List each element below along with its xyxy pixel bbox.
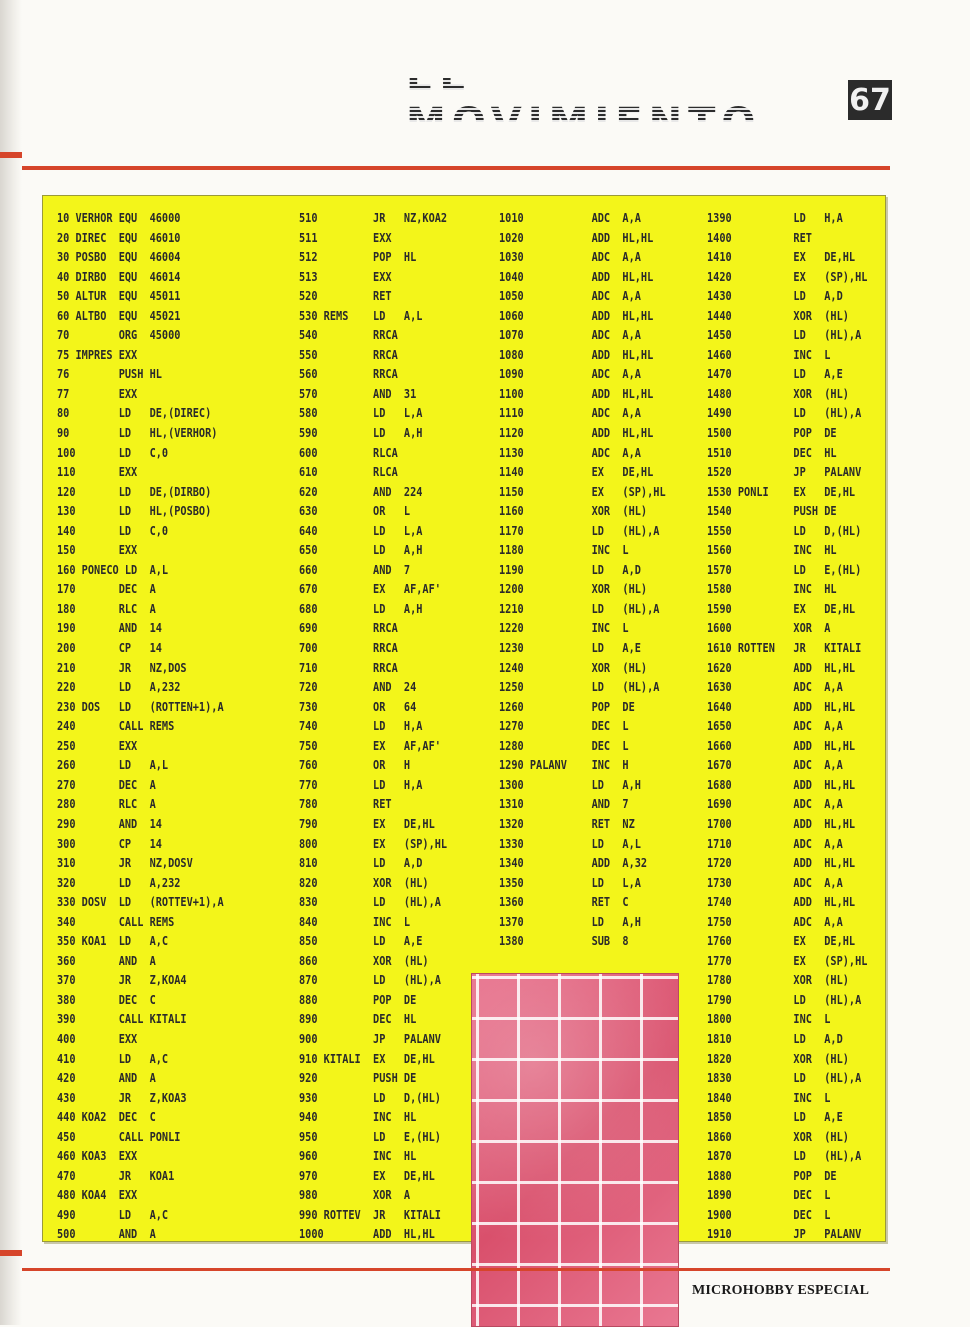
code-line: 520 RET [299, 288, 392, 304]
code-line: 1280 DEC L [499, 737, 629, 753]
code-line: 1310 AND 7 [499, 796, 629, 812]
code-line: 50 ALTUR EQU 45011 [57, 288, 181, 304]
top-rule [22, 166, 890, 170]
code-line: 1260 POP DE [499, 698, 635, 714]
code-line: 770 LD H,A [299, 776, 423, 792]
code-listing-panel [42, 195, 886, 1242]
code-line: 750 EX AF,AF' [299, 737, 441, 753]
code-line: 1600 XOR A [707, 620, 831, 636]
code-line: 1700 ADD HL,HL [707, 815, 856, 831]
code-line: 1140 EX DE,HL [499, 464, 654, 480]
code-line: 170 DEC A [57, 581, 156, 597]
listing-column-3 [499, 208, 702, 951]
code-line: 512 POP HL [299, 249, 417, 265]
code-line: 1410 EX DE,HL [707, 249, 856, 265]
code-line: 900 JP PALANV [299, 1030, 441, 1046]
code-line: 460 KOA3 EXX [57, 1148, 138, 1164]
code-line: 760 OR H [299, 757, 411, 773]
code-line: 1510 DEC HL [707, 444, 837, 460]
code-line: 1710 ADC A,A [707, 835, 843, 851]
code-line: 440 KOA2 DEC C [57, 1109, 156, 1125]
code-line: 1200 XOR (HL) [499, 581, 648, 597]
code-line: 820 XOR (HL) [299, 874, 429, 890]
code-line: 1270 DEC L [499, 718, 629, 734]
code-line: 1760 EX DE,HL [707, 933, 856, 949]
code-line: 240 CALL REMS [57, 718, 175, 734]
code-line: 1500 POP DE [707, 425, 837, 441]
code-line: 1320 RET NZ [499, 815, 635, 831]
code-line: 1010 ADC A,A [499, 210, 641, 225]
code-line: 420 AND A [57, 1070, 156, 1086]
code-line: 890 DEC HL [299, 1011, 417, 1027]
code-line: 1840 INC L [707, 1089, 831, 1105]
code-line: 670 EX AF,AF' [299, 581, 441, 597]
code-line: 1530 PONLI EX DE,HL [707, 483, 856, 499]
code-line: 730 OR 64 [299, 698, 417, 714]
code-line: 1590 EX DE,HL [707, 600, 856, 616]
code-line: 1890 DEC L [707, 1187, 831, 1203]
code-line: 1430 LD A,D [707, 288, 843, 304]
listing-column-4 [707, 208, 903, 1244]
code-line: 680 LD A,H [299, 600, 423, 616]
code-line: 1520 JP PALANV [707, 464, 862, 480]
code-line: 1860 XOR (HL) [707, 1128, 849, 1144]
code-line: 560 RRCA [299, 366, 398, 382]
code-line: 150 EXX [57, 542, 138, 558]
code-line: 1630 ADC A,A [707, 679, 843, 695]
code-line: 830 LD (HL),A [299, 894, 441, 910]
code-line: 290 AND 14 [57, 815, 162, 831]
code-line: 660 AND 7 [299, 561, 411, 577]
code-line: 880 POP DE [299, 991, 417, 1007]
code-line: 1740 ADD HL,HL [707, 894, 856, 910]
code-line: 1480 XOR (HL) [707, 385, 849, 401]
code-line: 20 DIREC EQU 46010 [57, 229, 181, 245]
gutter-accent-mark [0, 1250, 22, 1256]
code-line: 510 JR NZ,KOA2 [299, 210, 448, 225]
code-line: 530 REMS LD A,L [299, 307, 423, 323]
code-line: 610 RLCA [299, 464, 398, 480]
code-line: 570 AND 31 [299, 385, 417, 401]
code-line: 1100 ADD HL,HL [499, 385, 654, 401]
code-line: 1300 LD A,H [499, 776, 641, 792]
code-line: 110 EXX [57, 464, 138, 480]
code-line: 1900 DEC L [707, 1206, 831, 1222]
code-line: 1580 INC HL [707, 581, 837, 597]
code-line: 1050 ADC A,A [499, 288, 641, 304]
code-line: 70 ORG 45000 [57, 327, 181, 343]
code-line: 500 AND A [57, 1226, 156, 1242]
publication-footer: MICROHOBBY ESPECIAL [692, 1283, 870, 1298]
code-line: 280 RLC A [57, 796, 156, 812]
code-line: 480 KOA4 EXX [57, 1187, 138, 1203]
code-line: 1380 SUB 8 [499, 933, 629, 949]
code-line: 100 LD C,0 [57, 444, 169, 460]
code-line: 1020 ADD HL,HL [499, 229, 654, 245]
code-line: 940 INC HL [299, 1109, 417, 1125]
code-line: 620 AND 224 [299, 483, 423, 499]
page-gutter [0, 0, 22, 1325]
code-line: 370 JR Z,KOA4 [57, 972, 187, 988]
code-line: 810 LD A,D [299, 855, 423, 871]
code-line: 1350 LD L,A [499, 874, 641, 890]
code-line: 1720 ADD HL,HL [707, 855, 856, 871]
code-line: 840 INC L [299, 913, 411, 929]
code-line: 1030 ADC A,A [499, 249, 641, 265]
code-line: 1180 INC L [499, 542, 629, 558]
code-line: 1810 LD A,D [707, 1030, 843, 1046]
code-line: 1540 PUSH DE [707, 503, 837, 519]
code-line: 310 JR NZ,DOSV [57, 855, 193, 871]
code-line: 1360 RET C [499, 894, 629, 910]
code-line: 90 LD HL,(VERHOR) [57, 425, 218, 441]
code-line: 1650 ADC A,A [707, 718, 843, 734]
code-line: 1090 ADC A,A [499, 366, 641, 382]
code-line: 450 CALL PONLI [57, 1128, 181, 1144]
code-line: 340 CALL REMS [57, 913, 175, 929]
code-line: 1340 ADD A,32 [499, 855, 648, 871]
code-line: 210 JR NZ,DOS [57, 659, 187, 675]
code-line: 1570 LD E,(HL) [707, 561, 862, 577]
code-line: 120 LD DE,(DIRBO) [57, 483, 212, 499]
code-line: 160 PONECO LD A,L [57, 561, 169, 577]
code-line: 1000 ADD HL,HL [299, 1226, 435, 1242]
code-line: 490 LD A,C [57, 1206, 169, 1222]
code-line: 1870 LD (HL),A [707, 1148, 862, 1164]
code-line: 250 EXX [57, 737, 138, 753]
code-line: 1330 LD A,L [499, 835, 641, 851]
code-line: 470 JR KOA1 [57, 1167, 175, 1183]
code-line: 1160 XOR (HL) [499, 503, 648, 519]
code-line: 1120 ADD HL,HL [499, 425, 654, 441]
code-line: 720 AND 24 [299, 679, 417, 695]
code-line: 980 XOR A [299, 1187, 411, 1203]
code-line: 1610 ROTTEN JR KITALI [707, 640, 862, 656]
code-line: 80 LD DE,(DIREC) [57, 405, 212, 421]
code-line: 780 RET [299, 796, 392, 812]
code-line: 1400 RET [707, 229, 812, 245]
code-line: 30 POSBO EQU 46004 [57, 249, 181, 265]
code-line: 1910 JP PALANV [707, 1226, 862, 1242]
code-line: 140 LD C,0 [57, 522, 169, 538]
code-line: 190 AND 14 [57, 620, 162, 636]
gutter-accent-mark [0, 152, 22, 158]
code-line: 700 RRCA [299, 640, 398, 656]
code-line: 1060 ADD HL,HL [499, 307, 654, 323]
code-line: 920 PUSH DE [299, 1070, 417, 1086]
code-line: 1830 LD (HL),A [707, 1070, 862, 1086]
code-line: 1670 ADC A,A [707, 757, 843, 773]
code-line: 1680 ADD HL,HL [707, 776, 856, 792]
code-line: 1450 LD (HL),A [707, 327, 862, 343]
code-line: 300 CP 14 [57, 835, 162, 851]
bottom-rule [22, 1268, 890, 1271]
code-line: 1660 ADD HL,HL [707, 737, 856, 753]
code-line: 950 LD E,(HL) [299, 1128, 441, 1144]
code-line: 1250 LD (HL),A [499, 679, 660, 695]
code-line: 1820 XOR (HL) [707, 1050, 849, 1066]
code-line: 1470 LD A,E [707, 366, 843, 382]
code-line: 990 ROTTEV JR KITALI [299, 1206, 441, 1222]
code-line: 650 LD A,H [299, 542, 423, 558]
code-line: 1490 LD (HL),A [707, 405, 862, 421]
grid-pattern [472, 974, 678, 1326]
code-line: 600 RLCA [299, 444, 398, 460]
code-line: 580 LD L,A [299, 405, 423, 421]
code-line: 350 KOA1 LD A,C [57, 933, 169, 949]
code-line: 1690 ADC A,A [707, 796, 843, 812]
listing-column-2 [299, 208, 480, 1244]
code-line: 1550 LD D,(HL) [707, 522, 862, 538]
code-line: 1230 LD A,E [499, 640, 641, 656]
code-line: 260 LD A,L [57, 757, 169, 773]
code-line: 710 RRCA [299, 659, 398, 675]
code-line: 320 LD A,232 [57, 874, 181, 890]
code-line: 400 EXX [57, 1030, 138, 1046]
code-line: 970 EX DE,HL [299, 1167, 435, 1183]
decorative-grid-photo [471, 973, 679, 1327]
code-line: 1800 INC L [707, 1011, 831, 1027]
code-line: 1850 LD A,E [707, 1109, 843, 1125]
code-line: 910 KITALI EX DE,HL [299, 1050, 435, 1066]
code-line: 1560 INC HL [707, 542, 837, 558]
code-line: 1290 PALANV INC H [499, 757, 629, 773]
section-header [406, 54, 891, 146]
code-line: 220 LD A,232 [57, 679, 181, 695]
code-line: 860 XOR (HL) [299, 952, 429, 968]
code-line: 180 RLC A [57, 600, 156, 616]
code-line: 630 OR L [299, 503, 411, 519]
code-line: 10 VERHOR EQU 46000 [57, 210, 181, 225]
code-line: 1210 LD (HL),A [499, 600, 660, 616]
code-line: 60 ALTBO EQU 45021 [57, 307, 181, 323]
code-line: 1390 LD H,A [707, 210, 843, 225]
code-line: 270 DEC A [57, 776, 156, 792]
code-line: 930 LD D,(HL) [299, 1089, 441, 1105]
code-line: 1370 LD A,H [499, 913, 641, 929]
code-line: 513 EXX [299, 268, 392, 284]
code-line: 410 LD A,C [57, 1050, 169, 1066]
code-line: 1040 ADD HL,HL [499, 268, 654, 284]
code-line: 800 EX (SP),HL [299, 835, 448, 851]
code-line: 511 EXX [299, 229, 392, 245]
code-line: 1220 INC L [499, 620, 629, 636]
page-number: 67 [848, 80, 892, 120]
code-line: 76 PUSH HL [57, 366, 162, 382]
code-line: 77 EXX [57, 385, 138, 401]
code-line: 1130 ADC A,A [499, 444, 641, 460]
code-line: 130 LD HL,(POSBO) [57, 503, 212, 519]
code-line: 75 IMPRES EXX [57, 346, 138, 362]
code-line: 430 JR Z,KOA3 [57, 1089, 187, 1105]
code-line: 850 LD A,E [299, 933, 423, 949]
code-line: 40 DIRBO EQU 46014 [57, 268, 181, 284]
code-line: 1640 ADD HL,HL [707, 698, 856, 714]
code-line: 870 LD (HL),A [299, 972, 441, 988]
code-line: 1110 ADC A,A [499, 405, 641, 421]
code-line: 1460 INC L [707, 346, 831, 362]
listing-column-1 [57, 208, 260, 1244]
code-line: 390 CALL KITALI [57, 1011, 187, 1027]
code-line: 230 DOS LD (ROTTEN+1),A [57, 698, 224, 714]
section-title: EL MOVIMIENTO [406, 78, 842, 122]
code-line: 1150 EX (SP),HL [499, 483, 666, 499]
code-line: 1620 ADD HL,HL [707, 659, 856, 675]
code-line: 740 LD H,A [299, 718, 423, 734]
code-line: 1170 LD (HL),A [499, 522, 660, 538]
code-line: 1420 EX (SP),HL [707, 268, 868, 284]
code-line: 790 EX DE,HL [299, 815, 435, 831]
code-line: 1780 XOR (HL) [707, 972, 849, 988]
code-line: 590 LD A,H [299, 425, 423, 441]
code-line: 540 RRCA [299, 327, 398, 343]
code-line: 1080 ADD HL,HL [499, 346, 654, 362]
code-line: 550 RRCA [299, 346, 398, 362]
code-line: 1240 XOR (HL) [499, 659, 648, 675]
code-line: 330 DOSV LD (ROTTEV+1),A [57, 894, 224, 910]
code-line: 1440 XOR (HL) [707, 307, 849, 323]
code-line: 1750 ADC A,A [707, 913, 843, 929]
code-line: 1730 ADC A,A [707, 874, 843, 890]
code-line: 380 DEC C [57, 991, 156, 1007]
code-line: 1790 LD (HL),A [707, 991, 862, 1007]
code-line: 200 CP 14 [57, 640, 162, 656]
code-line: 1770 EX (SP),HL [707, 952, 868, 968]
code-line: 640 LD L,A [299, 522, 423, 538]
code-line: 960 INC HL [299, 1148, 417, 1164]
code-line: 360 AND A [57, 952, 156, 968]
code-line: 690 RRCA [299, 620, 398, 636]
code-line: 1070 ADC A,A [499, 327, 641, 343]
code-line: 1190 LD A,D [499, 561, 641, 577]
code-line: 1880 POP DE [707, 1167, 837, 1183]
